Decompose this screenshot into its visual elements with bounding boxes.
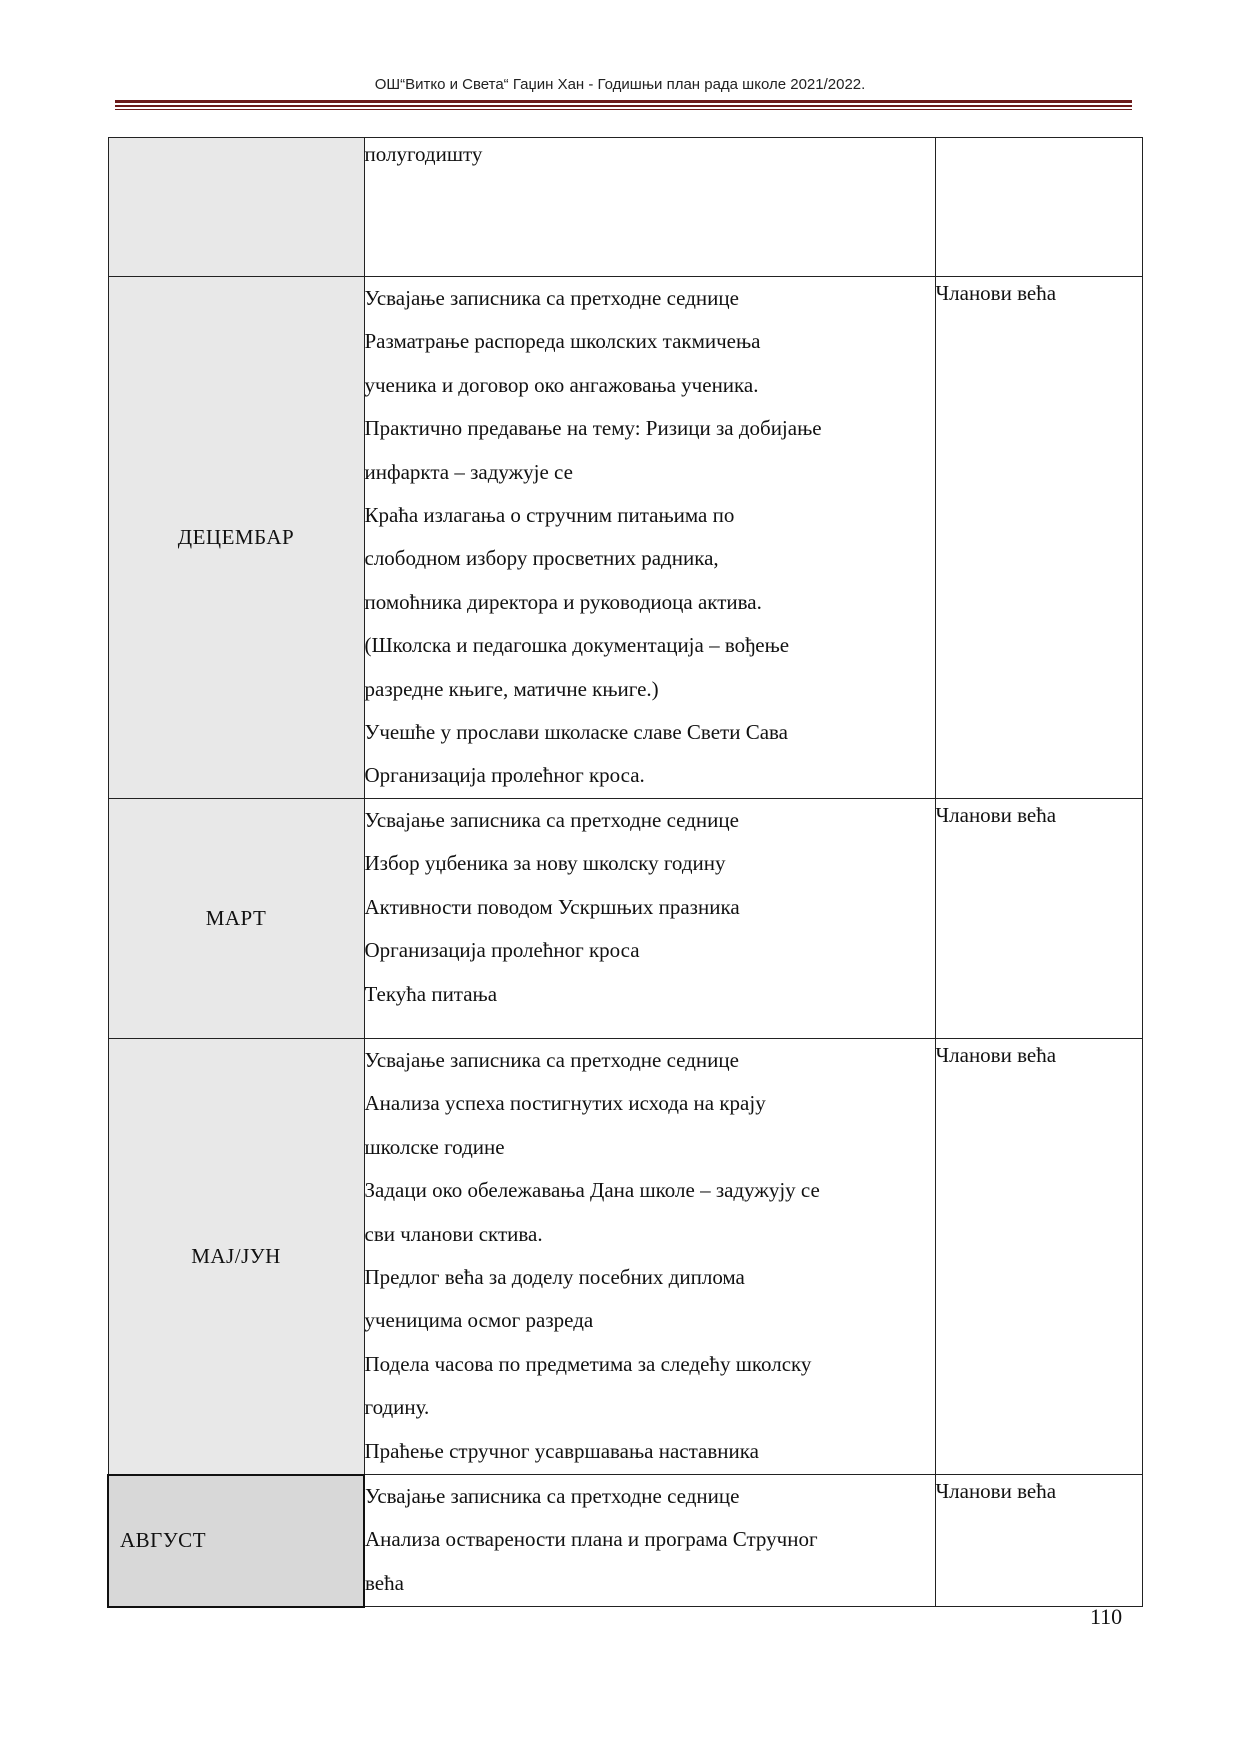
activity-line: Задаци око обележавања Дана школе – задужују се [364, 1178, 820, 1203]
activity-line: Практично предавање на тему: Ризици за добијање [364, 416, 822, 441]
header-rule [115, 109, 1132, 110]
responsible-label: Чланови већа [935, 1479, 1057, 1503]
month-cell [108, 138, 364, 277]
activity-line: Усвајање записника са претходне седнице [364, 808, 739, 832]
table-row [108, 138, 1142, 277]
activity-line: разредне књиге, матичне књиге.) [364, 676, 659, 701]
activity-line: годину. [364, 1395, 430, 1420]
activity-line: ученика и договор око ангажовања ученика. [364, 372, 759, 397]
activity-line: Усвајање записника са претходне седнице [365, 1484, 740, 1508]
activity-line: ученицима осмог разреда [364, 1308, 594, 1333]
activity-line: Анализа успеха постигнутих исхода на крају [364, 1091, 766, 1116]
activity-line: Анализа остварености плана и програма Стручног [365, 1527, 818, 1552]
activity-line: слободном избору просветних радника, [364, 546, 719, 571]
month-cell: МАРТ [108, 799, 364, 1039]
month-cell: АВГУСТ [108, 1475, 364, 1607]
responsible-cell [935, 799, 1142, 1039]
activity-line: Усвајање записника са претходне седнице [364, 286, 739, 310]
activity-line: полугодишту [364, 142, 483, 166]
activity-line: Разматрање распореда школских такмичења [364, 329, 761, 354]
activities-cell [364, 1475, 935, 1607]
activities-cell [364, 1039, 935, 1475]
activity-line: (Школска и педагошка документација – вођење [364, 633, 790, 658]
responsible-cell [935, 138, 1142, 277]
month-cell: МАЈ/ЈУН [108, 1039, 364, 1475]
activity-line: Организација пролећног кроса [364, 938, 640, 963]
responsible-label: Чланови већа [935, 803, 1057, 827]
activity-line: Краћа излагања о стручним питањима по [364, 503, 735, 528]
responsible-label: Чланови већа [935, 281, 1057, 305]
month-cell: ДЕЦЕМБАР [108, 277, 364, 799]
header-rule [115, 105, 1132, 107]
activity-line: Учешће у прослави школаске славе Свети Сава [364, 720, 788, 745]
responsible-cell [935, 1475, 1142, 1607]
activities-cell [364, 138, 935, 277]
activities-cell [364, 277, 935, 799]
activity-line: школске године [364, 1134, 505, 1159]
activity-line: Организација пролећног кроса. [364, 763, 645, 788]
activity-line: Текућа питања [364, 981, 498, 1006]
activities-cell [364, 799, 935, 1039]
activity-line: Активности поводом Ускршњих празника [364, 894, 740, 919]
table-row [108, 799, 1142, 1039]
table-row [108, 1039, 1142, 1475]
table-row [108, 277, 1142, 799]
responsible-cell [935, 277, 1142, 799]
page-number: 110 [1090, 1604, 1123, 1629]
activity-line: помоћника директора и руководиоца актива. [364, 589, 762, 614]
table-row [108, 1475, 1142, 1607]
activity-line: Избор уџбеника за нову школску годину [364, 851, 726, 876]
header-rule [115, 100, 1132, 103]
activity-line: Предлог већа за доделу посебних диплома [364, 1265, 745, 1290]
plan-table [107, 137, 1143, 1608]
activity-line: Подела часова по предметима за следећу школску [364, 1351, 812, 1376]
activity-line: Праћење стручног усавршавања наставника [364, 1438, 759, 1463]
activity-line: инфаркта – задужује се [364, 459, 573, 484]
responsible-label: Чланови већа [935, 1043, 1057, 1067]
responsible-cell [935, 1039, 1142, 1475]
activity-line: већа [365, 1570, 404, 1595]
activity-line: Усвајање записника са претходне седнице [364, 1048, 739, 1072]
page-header: ОШ“Витко и Света“ Гаџин Хан - Годишњи план рада школе 2021/2022. [374, 76, 866, 93]
activity-line: сви чланови сктива. [364, 1221, 543, 1246]
